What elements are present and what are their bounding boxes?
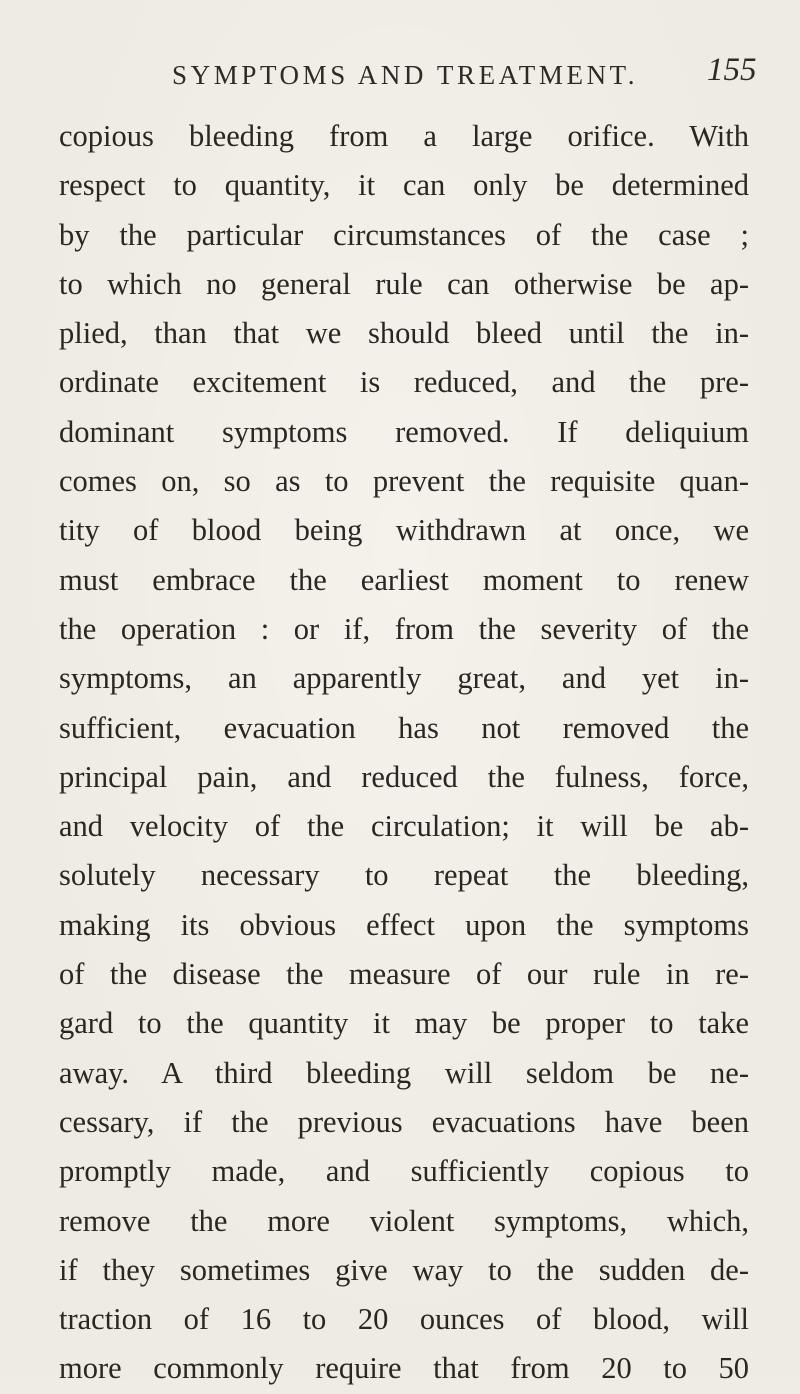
- text-line: to which no general rule can otherwise be ap-: [59, 266, 749, 301]
- text-line: dominant symptoms removed. If deliquium: [59, 414, 749, 449]
- running-title: SYMPTOMS AND TREATMENT.: [172, 60, 639, 90]
- text-line: promptly made, and sufficiently copious to: [59, 1154, 749, 1189]
- text-line: tity of blood being withdrawn at once, we: [59, 513, 749, 548]
- text-line: comes on, so as to prevent the requisite quan-: [59, 464, 749, 499]
- text-line: if they sometimes give way to the sudden de-: [59, 1252, 749, 1287]
- text-line: solutely necessary to repeat the bleeding,: [59, 858, 749, 893]
- text-line: sufficient, evacuation has not removed the: [59, 710, 749, 745]
- text-line: away. A third bleeding will seldom be ne-: [59, 1055, 749, 1090]
- text-line: remove the more violent symptoms, which,: [59, 1203, 749, 1238]
- text-line: of the disease the measure of our rule in re-: [59, 957, 749, 992]
- text-line: copious bleeding from a large orifice. With: [59, 119, 749, 153]
- running-head: [0, 52, 800, 92]
- text-line: plied, than that we should bleed until the in-: [59, 316, 749, 351]
- text-line: symptoms, an apparently great, and yet in-: [59, 661, 749, 696]
- text-line: the operation : or if, from the severity of the: [59, 611, 749, 646]
- text-line: traction of 16 to 20 ounces of blood, will: [59, 1302, 749, 1337]
- text-line: by the particular circumstances of the case ;: [59, 217, 749, 252]
- text-line: must embrace the earliest moment to renew: [59, 562, 749, 597]
- text-line: principal pain, and reduced the fulness, force,: [59, 759, 749, 794]
- page-number: 155: [707, 52, 757, 88]
- text-line: gard to the quantity it may be proper to take: [59, 1006, 749, 1041]
- text-line: cessary, if the previous evacuations have been: [59, 1104, 749, 1139]
- text-line: more commonly require that from 20 to 50: [59, 1351, 749, 1386]
- text-line: and velocity of the circulation; it will be ab-: [59, 809, 749, 844]
- body-text: [59, 112, 749, 1394]
- text-line: ordinate excitement is reduced, and the pre-: [59, 365, 749, 400]
- text-line: respect to quantity, it can only be determined: [59, 168, 749, 203]
- text-line: making its obvious effect upon the symptoms: [59, 907, 749, 942]
